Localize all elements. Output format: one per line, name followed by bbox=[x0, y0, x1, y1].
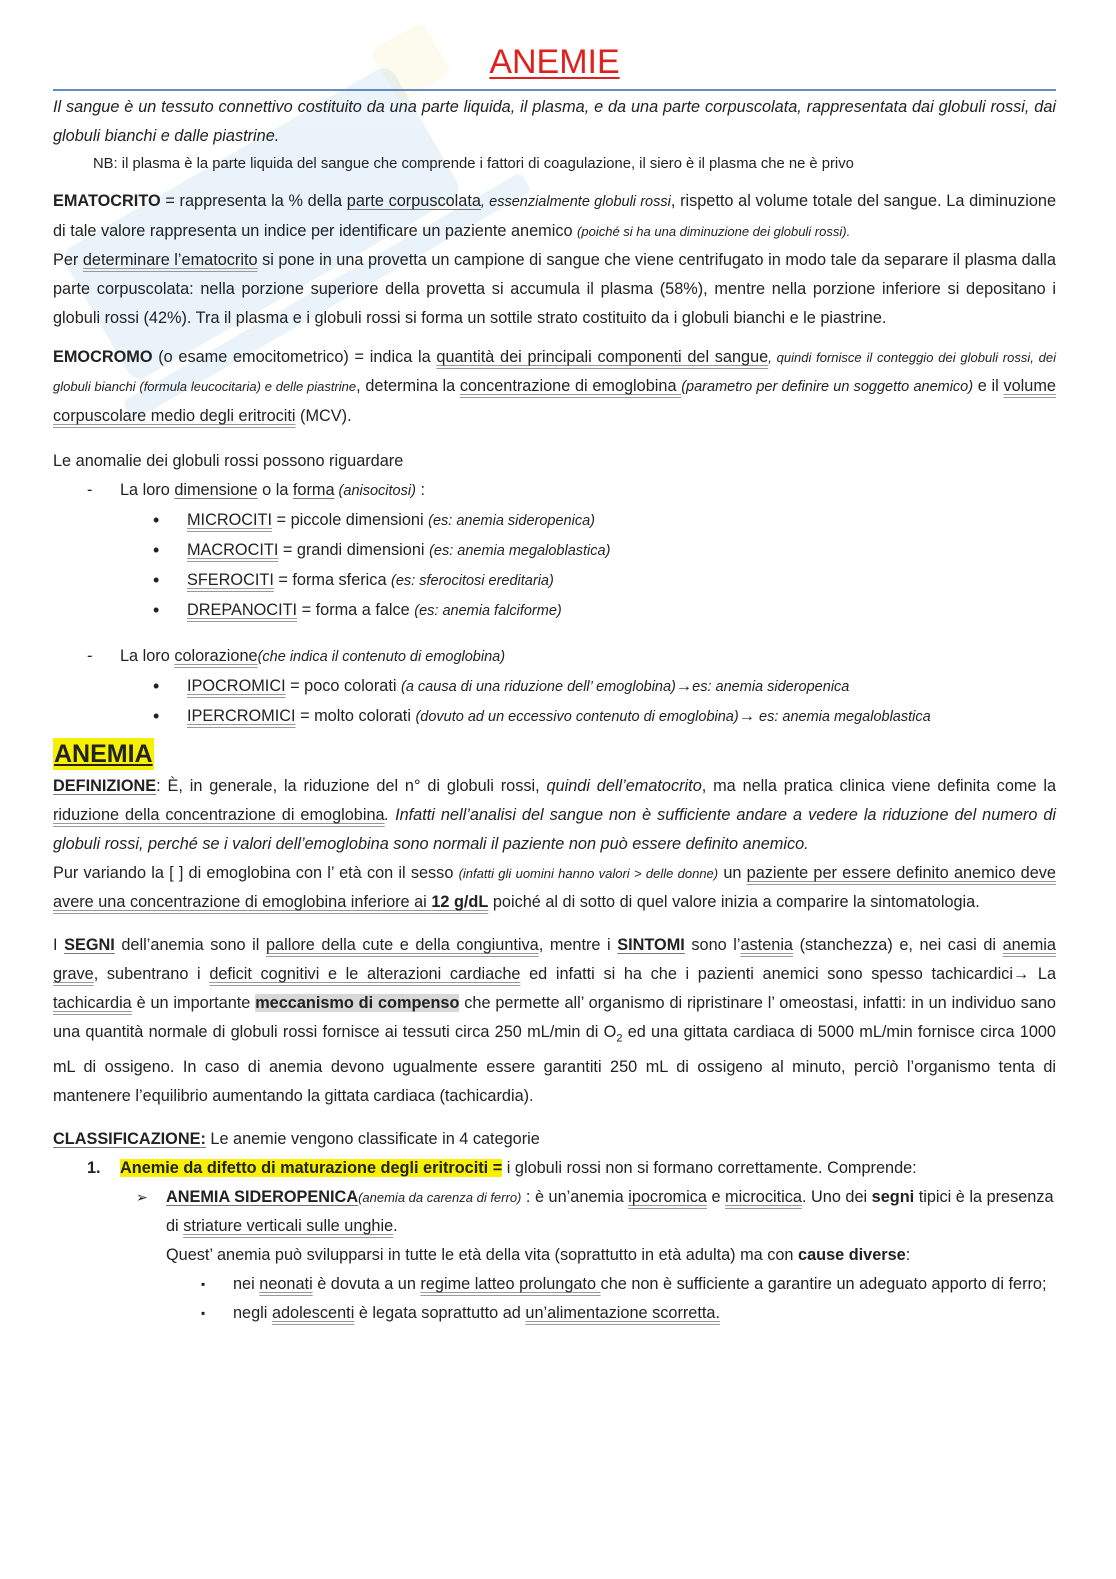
list-item bbox=[53, 672, 1056, 702]
text: i globuli rossi non si formano correttamente. Comprende: bbox=[502, 1159, 917, 1178]
text: ed infatti si ha che i pazienti anemici sono spesso tachicardici bbox=[520, 965, 1013, 983]
text: Quest’ anemia può svilupparsi in tutte le età della vita (soprattutto in età adulta) ma con bbox=[166, 1246, 799, 1265]
intro-paragraph: Il sangue è un tessuto connettivo costituito da una parte liquida, il plasma, e da una parte corpuscolata, rappresentata dai globuli rossi, dai globuli bianchi e dalle piastrine. bbox=[53, 98, 1056, 145]
text: ed una gittata cardiaca di 5000 mL/min fornisce circa 1000 mL di ossigeno. In caso di anemia devono ugualmente essere garantiti 250 mL di ossigeno al minuto, perciò l’organismo tenta di mantenere l’equilibrio aumentando la gittata cardiaca (tachicardia). bbox=[53, 1023, 1056, 1106]
text: è dovuta a un bbox=[312, 1275, 421, 1294]
text: si pone in una provetta un campione di sangue che viene centrifugato in modo tale da separare il plasma dalla parte corpuscolata: nella porzione superiore della provetta si accumula il plasma (58%), mentre nella porzione inferiore si depositano i globuli rossi (42%). Tra il plasma e i globuli rossi si forma un sottile strato costituito da i globuli bianchi e le piastrine. bbox=[53, 251, 1056, 327]
sub-title: ANEMIA SIDEROPENICA bbox=[166, 1188, 359, 1207]
page-title: ANEMIE bbox=[489, 43, 620, 81]
text: poiché al di sotto di quel valore inizia a comparire la sintomatologia. bbox=[488, 893, 980, 911]
text: La loro bbox=[120, 647, 175, 665]
arrow-icon: → bbox=[675, 677, 693, 695]
emocromo-paragraph bbox=[53, 343, 1056, 431]
underlined-text: concentrazione di emoglobina bbox=[459, 377, 682, 395]
text: I bbox=[53, 936, 65, 954]
example: (dovuto ad un eccessivo contenuto di emoglobina) bbox=[415, 709, 739, 725]
list-item bbox=[53, 702, 1056, 732]
text: , mentre i bbox=[538, 936, 618, 954]
underlined-text: forma bbox=[292, 481, 335, 499]
list-item bbox=[53, 1154, 1056, 1183]
text: e il bbox=[973, 377, 1004, 395]
underlined-text: tachicardia bbox=[53, 994, 132, 1012]
text: o la bbox=[257, 481, 293, 499]
highlight-text: meccanismo di compenso bbox=[255, 994, 460, 1012]
text: : È, in generale, la riduzione del n° di globuli rossi, bbox=[156, 777, 547, 795]
italic-text: quindi dell’ematocrito bbox=[546, 777, 702, 795]
arrow-icon: → bbox=[738, 707, 755, 725]
example: es: anemia sideropenica bbox=[692, 679, 850, 695]
anomalie-intro: Le anomalie dei globuli rossi possono riguardare bbox=[53, 452, 404, 470]
underlined-text: adolescenti bbox=[271, 1304, 355, 1323]
text: . bbox=[393, 1217, 398, 1236]
text: un bbox=[718, 864, 747, 882]
text: : bbox=[905, 1246, 911, 1265]
list-item bbox=[53, 536, 1056, 566]
example: (es: sferocitosi ereditaria) bbox=[391, 573, 554, 589]
arrowhead-icon: ➢ bbox=[136, 1189, 148, 1206]
list-item bbox=[53, 1299, 1056, 1328]
nb-note: NB: il plasma è la parte liquida del sangue che comprende i fattori di coagulazione, il siero è il plasma che ne è privo bbox=[93, 156, 854, 172]
underlined-text: striature verticali sulle unghie bbox=[183, 1217, 394, 1236]
text: = poco colorati bbox=[285, 677, 402, 695]
small-note: , quindi fornisce il conteggio dei globuli rossi, dei globuli bianchi (formula leucocitaria) e delle piastrine bbox=[53, 350, 1056, 394]
classification-list bbox=[53, 1154, 1056, 1183]
term: DREPANOCITI bbox=[187, 601, 298, 619]
text: negli bbox=[233, 1304, 272, 1323]
text: La bbox=[1029, 965, 1056, 983]
segni-paragraph bbox=[53, 931, 1056, 1111]
underlined-text: anemia grave bbox=[53, 936, 1056, 983]
threshold-paragraph bbox=[53, 859, 1056, 917]
anemia-heading: ANEMIA bbox=[54, 740, 153, 768]
ematocrito-method-paragraph bbox=[53, 246, 1056, 333]
anomalie-list bbox=[53, 476, 1056, 732]
text: tipici è la presenza di bbox=[166, 1188, 1054, 1236]
text: (stanchezza) e, nei casi di bbox=[793, 936, 1003, 954]
text: , subentrano i bbox=[93, 965, 210, 983]
text: = forma a falce bbox=[297, 601, 415, 619]
list-item bbox=[53, 506, 1056, 536]
term: IPERCROMICI bbox=[187, 707, 296, 725]
text: , determina la bbox=[356, 377, 460, 395]
term: MACROCITI bbox=[187, 541, 279, 559]
definizione-paragraph bbox=[53, 772, 1056, 859]
text: dell’anemia sono il bbox=[114, 936, 266, 954]
italic-note: (anisocitosi) bbox=[334, 483, 416, 499]
text: = grandi dimensioni bbox=[278, 541, 430, 559]
underlined-text: deficit cognitivi e le alterazioni cardiache bbox=[209, 965, 521, 983]
example: (es: anemia megaloblastica) bbox=[429, 543, 611, 559]
text: sono l’ bbox=[684, 936, 741, 954]
example: (es: anemia sideropenica) bbox=[428, 513, 595, 529]
italic-note: (parametro per definire un soggetto anemico) bbox=[681, 379, 974, 395]
text: nei bbox=[233, 1275, 260, 1294]
bold-text: cause diverse bbox=[798, 1246, 906, 1265]
underlined-text: riduzione della concentrazione di emoglobina bbox=[53, 806, 385, 824]
underlined-text: colorazione bbox=[174, 647, 258, 665]
list-item bbox=[53, 1183, 1056, 1270]
italic-text: . Infatti nell’analisi del sangue non è sufficiente andare a vedere la riduzione del numero di globuli rossi, perché se i valori dell’emoglobina sono normali il paziente non può essere definito anemico. bbox=[53, 806, 1057, 853]
small-note: (infatti gli uomini hanno valori > delle donne) bbox=[458, 866, 719, 881]
underlined-text: un’alimentazione scorretta. bbox=[525, 1304, 720, 1323]
text: (MCV). bbox=[295, 407, 352, 425]
definizione-label: DEFINIZIONE bbox=[53, 777, 157, 795]
text: e bbox=[706, 1188, 726, 1207]
text: : è un’anemia bbox=[521, 1188, 629, 1207]
term-sintomi: SINTOMI bbox=[617, 936, 685, 954]
text: (o esame emocitometrico) = indica la bbox=[152, 348, 437, 366]
highlight-text: Anemie da difetto di maturazione degli eritrociti = bbox=[120, 1159, 503, 1178]
threshold-value: 12 g/dL bbox=[431, 893, 489, 911]
example: (es: anemia falciforme) bbox=[414, 603, 562, 619]
text: Per bbox=[53, 251, 83, 269]
list-item bbox=[53, 566, 1056, 596]
example: es: anemia megaloblastica bbox=[754, 709, 931, 725]
text: = rappresenta la % della bbox=[160, 192, 347, 210]
text: = piccole dimensioni bbox=[272, 511, 429, 529]
text: La loro bbox=[120, 481, 175, 499]
text: è legata soprattutto ad bbox=[354, 1304, 526, 1323]
small-note: (poiché si ha una diminuzione dei globuli rossi). bbox=[577, 224, 851, 239]
underlined-text: microcitica bbox=[725, 1188, 802, 1207]
text: . Uno dei bbox=[801, 1188, 872, 1207]
list-item bbox=[53, 642, 1056, 732]
text: = forma sferica bbox=[273, 571, 392, 589]
term-emocromo: EMOCROMO bbox=[53, 348, 153, 366]
term: SFEROCITI bbox=[187, 571, 274, 589]
underlined-text: volume corpuscolare medio degli eritrociti bbox=[53, 377, 1056, 425]
italic-note: , essenzialmente globuli rossi bbox=[480, 194, 671, 210]
underlined-text: determinare l’ematocrito bbox=[82, 251, 258, 269]
text: : bbox=[415, 481, 425, 499]
sub-list bbox=[53, 1183, 1056, 1270]
underlined-text: regime latteo prolungato bbox=[420, 1275, 601, 1294]
text: , rispetto al volume totale del sangue. La diminuzione di tale valore rappresenta un indice per identificare un paziente anemico bbox=[53, 192, 1056, 240]
underlined-text: paziente per essere definito anemico deve avere una concentrazione di emoglobina inferiore ai bbox=[53, 864, 1056, 911]
bold-text: segni bbox=[871, 1188, 915, 1207]
text: Pur variando la [ ] di emoglobina con l’ età con il sesso bbox=[53, 864, 459, 882]
document-page bbox=[53, 40, 1056, 1328]
list-item bbox=[53, 596, 1056, 626]
text: che non è sufficiente a garantire un adeguato apporto di ferro; bbox=[600, 1275, 1047, 1294]
size-shape-list bbox=[53, 506, 1056, 626]
underlined-text: astenia bbox=[740, 936, 793, 954]
small-note: (anemia da carenza di ferro) bbox=[358, 1190, 522, 1206]
classificazione-label: CLASSIFICAZIONE: bbox=[53, 1130, 206, 1149]
underlined-text: parte corpuscolata bbox=[346, 192, 481, 210]
text: , ma nella pratica clinica viene definita come la bbox=[701, 777, 1057, 795]
term: IPOCROMICI bbox=[187, 677, 286, 695]
text: Le anemie vengono classificate in 4 categorie bbox=[205, 1130, 540, 1149]
list-number: 1. bbox=[87, 1159, 101, 1178]
text: = molto colorati bbox=[295, 707, 416, 725]
classificazione-paragraph bbox=[53, 1125, 1056, 1154]
list-item bbox=[53, 476, 1056, 626]
text: è un importante bbox=[131, 994, 256, 1012]
term: MICROCITI bbox=[187, 511, 273, 529]
underlined-text: quantità dei principali componenti del sangue bbox=[436, 348, 769, 366]
underlined-text: dimensione bbox=[174, 481, 258, 499]
underlined-text: ipocromica bbox=[628, 1188, 707, 1207]
arrow-icon: → bbox=[1012, 965, 1030, 983]
term-segni: SEGNI bbox=[64, 936, 115, 954]
title-rule bbox=[53, 89, 1056, 91]
subscript: 2 bbox=[616, 1032, 623, 1045]
underlined-text: neonati bbox=[259, 1275, 313, 1294]
underlined-text: pallore della cute e della congiuntiva bbox=[265, 936, 539, 954]
text: che permette all’ organismo di ripristinare l’ omeostasi, infatti: in un individuo sano una quantità normale di globuli rossi fornisce ai tessuti circa 250 mL/min di O bbox=[53, 994, 1056, 1041]
ematocrito-paragraph bbox=[53, 187, 1056, 246]
example: (a causa di una riduzione dell’ emoglobina) bbox=[401, 679, 676, 695]
cause-list bbox=[53, 1270, 1056, 1328]
list-item bbox=[53, 1270, 1056, 1299]
color-list bbox=[53, 672, 1056, 732]
italic-note: (che indica il contenuto di emoglobina) bbox=[257, 649, 506, 665]
term-ematocrito: EMATOCRITO bbox=[53, 192, 161, 210]
